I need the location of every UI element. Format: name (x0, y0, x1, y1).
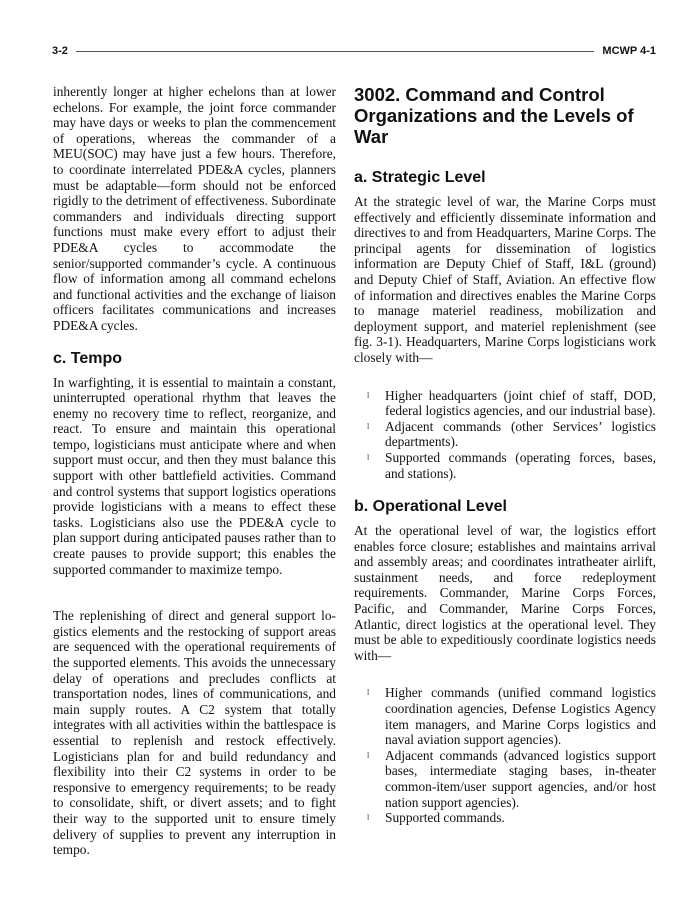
tempo-paragraph-1: In warfighting, it is essential to maintain a constant, uninterrupted operational rhythm that leaves the enemy no recovery time to reflect, reorganize, and react. To ensure and maintain this operational tempo, logisticians must anticipate where and when support must occur, and then they must balance this support with other battlefield activities. Command and control systems that support logistics operations provide logisticians with a means to effect these tasks. Logisticians also use the PDE&A cycle to plan support during anticipated pauses rather than to create pauses to provide support; this enables the supported commander to maximize tempo. (53, 374, 336, 577)
left-column (53, 84, 336, 858)
strategic-level-heading: a. Strategic Level (354, 169, 486, 186)
list-item: l Higher commands (unified command logistics coordination agencies, Defense Logistics Agency item managers, and Marine Corps logistics and naval aviation support agencies). (367, 685, 656, 748)
operational-bullet-list (354, 685, 656, 825)
bullet-icon: l (367, 813, 370, 823)
strategic-bullet-list (354, 388, 656, 482)
list-item: l Adjacent commands (advanced logistics support bases, intermediate staging bases, in-theater common-item/user support agencies, and/or host nation support agencies). (367, 747, 656, 810)
list-item: l Adjacent commands (other Services’ logistics departments). (367, 418, 656, 450)
tempo-heading: c. Tempo (53, 349, 123, 367)
header-rule (76, 51, 595, 52)
publication-id: MCWP 4-1 (602, 45, 656, 57)
bullet-icon: l (367, 390, 370, 400)
operational-level-paragraph: At the operational level of war, the logistics effort enables force closure; establishes and maintains arrival and assembly areas; and coordinates intratheater airlift, sustainment needs, and force redeployment requirements. Commander, Marine Corps Forces, Pacific, and Commander, Marine Corps Forces, Atlantic, direct logistics at the operational level. They must be able to expeditiously coordinate logistics needs with— (354, 523, 656, 663)
section-heading: 3002. Command and Control Organizations and the Levels of War (354, 84, 634, 147)
bullet-icon: l (367, 688, 370, 698)
page-number: 3-2 (52, 45, 68, 57)
bullet-icon: l (367, 750, 370, 760)
bullet-icon: l (367, 421, 370, 431)
right-column (354, 84, 656, 826)
operational-level-heading: b. Operational Level (354, 498, 507, 516)
list-item: l Supported commands. (367, 810, 505, 826)
list-item: l Supported commands (operating forces, bases, and stations). (367, 449, 656, 481)
bullet-icon: l (367, 452, 370, 462)
intro-paragraph: inherently longer at higher echelons than at lower echelons. For example, the joint force commander may have days or weeks to plan the commencement of operations, whereas the commander of a MEU(SOC) may have just a few hours. Therefore, to coordinate interrelated PDE&A cycles, planners must be adaptable—form should not be enforced rigidly to the detriment of effectiveness. Subordinate commanders and individuals directing support functions must make every effort to adjust their PDE&A cycles to accommodate the senior/supported commander’s cycle. A continuous flow of information among all command echelons and functional activities and the exchange of liaison officers facilitates communications and increases PDE&A cycles. (53, 84, 336, 333)
list-item: l Higher headquarters (joint chief of staff, DOD, federal logistics agencies, and our industrial base). (367, 387, 656, 419)
tempo-paragraph-2: The replenishing of direct and general support logistics elements and the restocking of support areas are sequenced with the operational requirements of the supported elements. This avoids the unnecessary delay of operations and precludes conflicts at transportation nodes, lines of communications, and main supply routes. A C2 system that totally integrates with all activities within the battlespace is essential to replenish and restock effectively. Logisticians plan for and build redundancy and flexibility into their C2 systems in order to be responsive to emergency requirements; to be ready to consolidate, shift, or divert assets; and to fight their way to the supported unit to ensure timely delivery of supplies to prevent any interruption in tempo. (53, 608, 336, 858)
strategic-level-paragraph: At the strategic level of war, the Marine Corps must effectively and efficiently disseminate information and directives to and from Headquarters, Marine Corps. The principal agents for dissemination of logistics information are Deputy Chief of Staff, I&L (ground) and Deputy Chief of Staff, Aviation. An effective flow of information and directives enables the Marine Corps to manage materiel readiness, mobilization and deployment support, and materiel replenishment (see fig. 3-1). Headquarters, Marine Corps logisticians work closely with— (354, 194, 656, 365)
running-header (52, 43, 656, 59)
